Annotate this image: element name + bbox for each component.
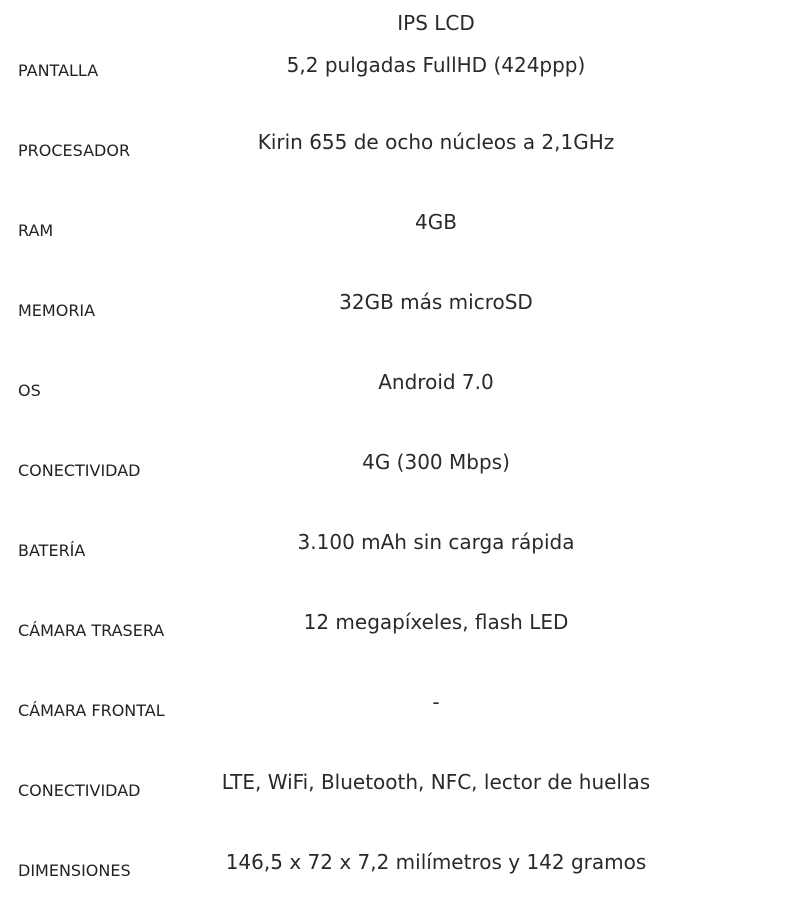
spec-value: Kirin 655 de ocho núcleos a 2,1GHz	[257, 130, 615, 154]
spec-row-conectividad-2	[0, 720, 791, 800]
spec-row-pantalla	[0, 0, 791, 80]
spec-row-os	[0, 320, 791, 400]
spec-row-camara-frontal	[0, 640, 791, 720]
spec-value	[160, 2, 712, 86]
spec-label: CONECTIVIDAD	[18, 461, 141, 480]
spec-label: PROCESADOR	[18, 141, 131, 160]
spec-value: 4G (300 Mbps)	[362, 450, 510, 474]
spec-label: CÁMARA TRASERA	[18, 621, 165, 640]
spec-label: PANTALLA	[18, 61, 99, 80]
spec-label: OS	[18, 381, 41, 400]
spec-label: BATERÍA	[18, 541, 86, 560]
spec-value: 146,5 x 72 x 7,2 milímetros y 142 gramos	[225, 850, 647, 874]
spec-label: CÁMARA FRONTAL	[18, 701, 165, 720]
spec-row-conectividad	[0, 400, 791, 480]
spec-label: CONECTIVIDAD	[18, 781, 141, 800]
spec-row-bateria	[0, 480, 791, 560]
spec-row-ram	[0, 160, 791, 240]
spec-value-line: 5,2 pulgadas FullHD (424ppp)	[286, 53, 586, 77]
spec-value: 32GB más microSD	[339, 290, 533, 314]
spec-value: LTE, WiFi, Bluetooth, NFC, lector de huellas	[221, 770, 651, 794]
spec-value: 4GB	[415, 210, 457, 234]
spec-label: DIMENSIONES	[18, 861, 131, 880]
spec-value: 12 megapíxeles, flash LED	[303, 610, 569, 634]
spec-row-camara-trasera	[0, 560, 791, 640]
spec-row-dimensiones	[0, 800, 791, 880]
spec-label: MEMORIA	[18, 301, 96, 320]
spec-value: -	[432, 690, 440, 714]
spec-row-memoria	[0, 240, 791, 320]
spec-label: RAM	[18, 221, 54, 240]
spec-value: 3.100 mAh sin carga rápida	[297, 530, 575, 554]
spec-value-line: IPS LCD	[397, 11, 475, 35]
spec-value: Android 7.0	[378, 370, 494, 394]
spec-row-procesador	[0, 80, 791, 160]
